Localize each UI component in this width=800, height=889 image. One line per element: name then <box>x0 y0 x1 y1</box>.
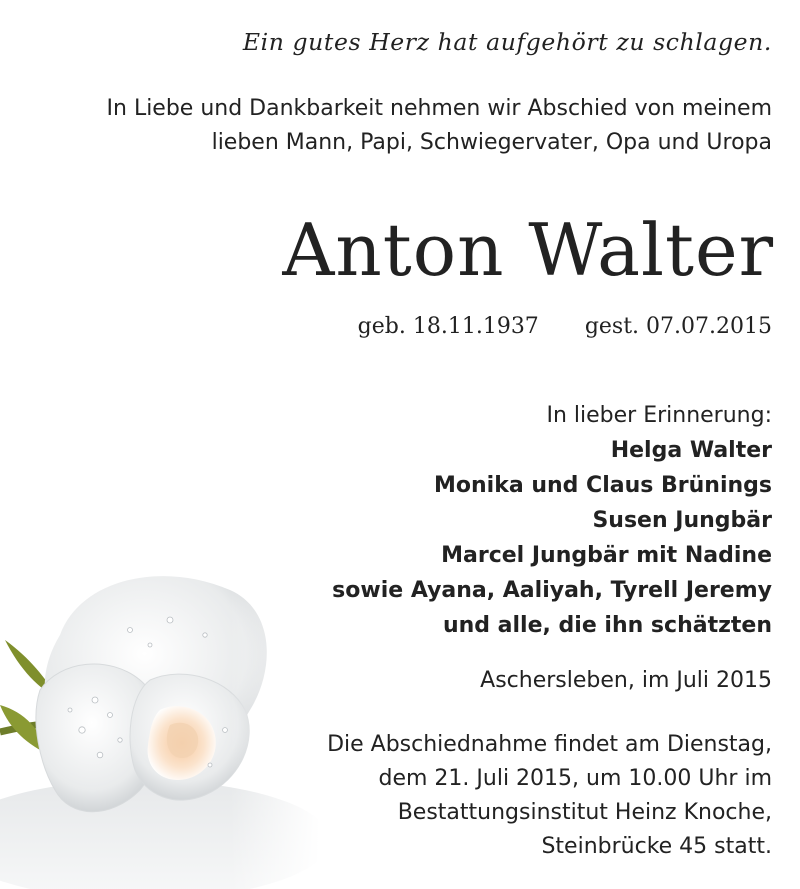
birth-date: geb. 18.11.1937 <box>357 314 539 339</box>
farewell-info <box>327 728 772 864</box>
mourner: sowie Ayana, Aaliyah, Tyrell Jeremy <box>332 578 772 603</box>
farewell-line: Steinbrücke 45 statt. <box>541 834 772 859</box>
motto: Ein gutes Herz hat aufgehört zu schlagen. <box>242 28 772 56</box>
mourner: Monika und Claus Brünings <box>433 473 772 498</box>
mourner: Susen Jungbär <box>592 508 772 533</box>
mourners-block <box>332 398 772 643</box>
mourner: Marcel Jungbär mit Nadine <box>441 543 772 568</box>
farewell-line: Die Abschiednahme findet am Dienstag, <box>327 732 772 757</box>
white-rose-image <box>0 540 320 889</box>
farewell-line: Bestattungsinstitut Heinz Knoche, <box>397 800 772 825</box>
death-date: gest. 07.07.2015 <box>584 314 772 339</box>
mourner: Helga Walter <box>610 438 772 463</box>
farewell-line: dem 21. Juli 2015, um 10.00 Uhr im <box>378 766 772 791</box>
place-date: Aschersleben, im Juli 2015 <box>480 668 772 693</box>
intro-line: lieben Mann, Papi, Schwiegervater, Opa und Uropa <box>211 130 772 155</box>
life-dates <box>358 314 772 339</box>
intro-text <box>107 92 772 160</box>
mourner: und alle, die ihn schätzten <box>442 613 772 638</box>
deceased-name: Anton Walter <box>282 208 774 292</box>
intro-line: In Liebe und Dankbarkeit nehmen wir Abschied von meinem <box>106 96 772 121</box>
memory-heading: In lieber Erinnerung: <box>546 403 772 428</box>
